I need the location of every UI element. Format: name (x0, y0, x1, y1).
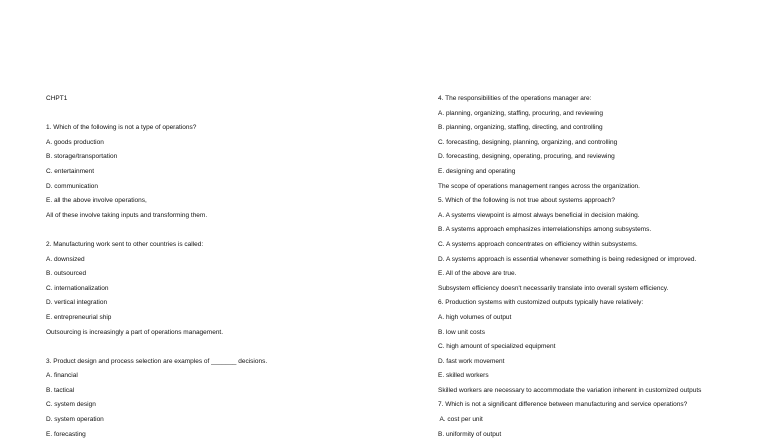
document-line: D. fast work movement (438, 357, 505, 365)
document-line: 2. Manufacturing work sent to other countries is called: (46, 240, 204, 248)
document-line: D. vertical integration (46, 299, 108, 307)
document-line: 4. The responsibilities of the operations manager are: (438, 95, 592, 102)
document-line: D. forecasting, designing, operating, procuring, and reviewing (438, 153, 615, 161)
document-line: E. designing and operating (438, 167, 516, 175)
document-line: A. planning, organizing, staffing, procuring, and reviewing (438, 109, 604, 117)
document-line: CHPT1 (46, 95, 68, 102)
document-line: B. tactical (46, 386, 75, 394)
document-line: B. low unit costs (438, 328, 485, 336)
document-line: A. downsized (46, 255, 85, 263)
document-line: E. skilled workers (438, 372, 489, 380)
document-line: Subsystem efficiency doesn't necessarily translate into overall system efficiency. (438, 284, 669, 292)
document-line: A. A systems viewpoint is almost always beneficial in decision making. (438, 211, 640, 219)
document-line: B. uniformity of output (438, 430, 502, 438)
document-line: C. A systems approach concentrates on efficiency within subsystems. (438, 240, 638, 248)
document-line: C. system design (46, 401, 96, 409)
document-line: The scope of operations management ranges across the organization. (438, 182, 640, 190)
document-line: E. forecasting (46, 430, 86, 438)
document-line: D. communication (46, 182, 99, 190)
document-line: B. outsourced (46, 270, 87, 278)
document-line: 7. Which is not a significant difference between manufacturing and service operations? (438, 401, 688, 409)
blank-line (46, 340, 267, 355)
document-line: A. goods production (46, 138, 104, 146)
blank-line (46, 223, 267, 238)
document-line: A. cost per unit (438, 416, 483, 424)
document-line: E. entrepreneurial ship (46, 313, 112, 321)
document-line: 5. Which of the following is not true about systems approach? (438, 197, 616, 205)
document-line: E. All of the above are true. (438, 270, 517, 278)
document-line: 1. Which of the following is not a type of operations? (46, 124, 197, 132)
blank-line (46, 107, 267, 122)
document-line: Skilled workers are necessary to accommodate the variation inherent in customized outputs (438, 386, 702, 394)
document-line: 3. Product design and process selection are examples of _______ decisions. (46, 357, 268, 365)
document-line: C. forecasting, designing, planning, organizing, and controlling (438, 138, 618, 146)
document-line: C. internationalization (46, 284, 109, 292)
document-line: A. financial (46, 372, 78, 380)
document-line: B. storage/transportation (46, 153, 118, 161)
document-line: D. A systems approach is essential whenever something is being redesigned or improved. (438, 255, 697, 263)
document-line: D. system operation (46, 416, 104, 424)
left-column (46, 92, 267, 442)
document-line: B. A systems approach emphasizes interrelationships among subsystems. (438, 226, 652, 234)
document-line: 6. Production systems with customized outputs typically have relatively: (438, 299, 644, 307)
document-line: C. high amount of specialized equipment (438, 343, 556, 351)
right-column (438, 92, 701, 442)
document-line: All of these involve taking inputs and transforming them. (46, 211, 208, 219)
document-line: E. all the above involve operations, (46, 197, 147, 205)
document-line: Outsourcing is increasingly a part of operations management. (46, 328, 224, 336)
document-line: A. high volumes of output (438, 313, 512, 321)
document-line: B. planning, organizing, staffing, directing, and controlling (438, 124, 603, 132)
document-line: C. entertainment (46, 167, 95, 175)
